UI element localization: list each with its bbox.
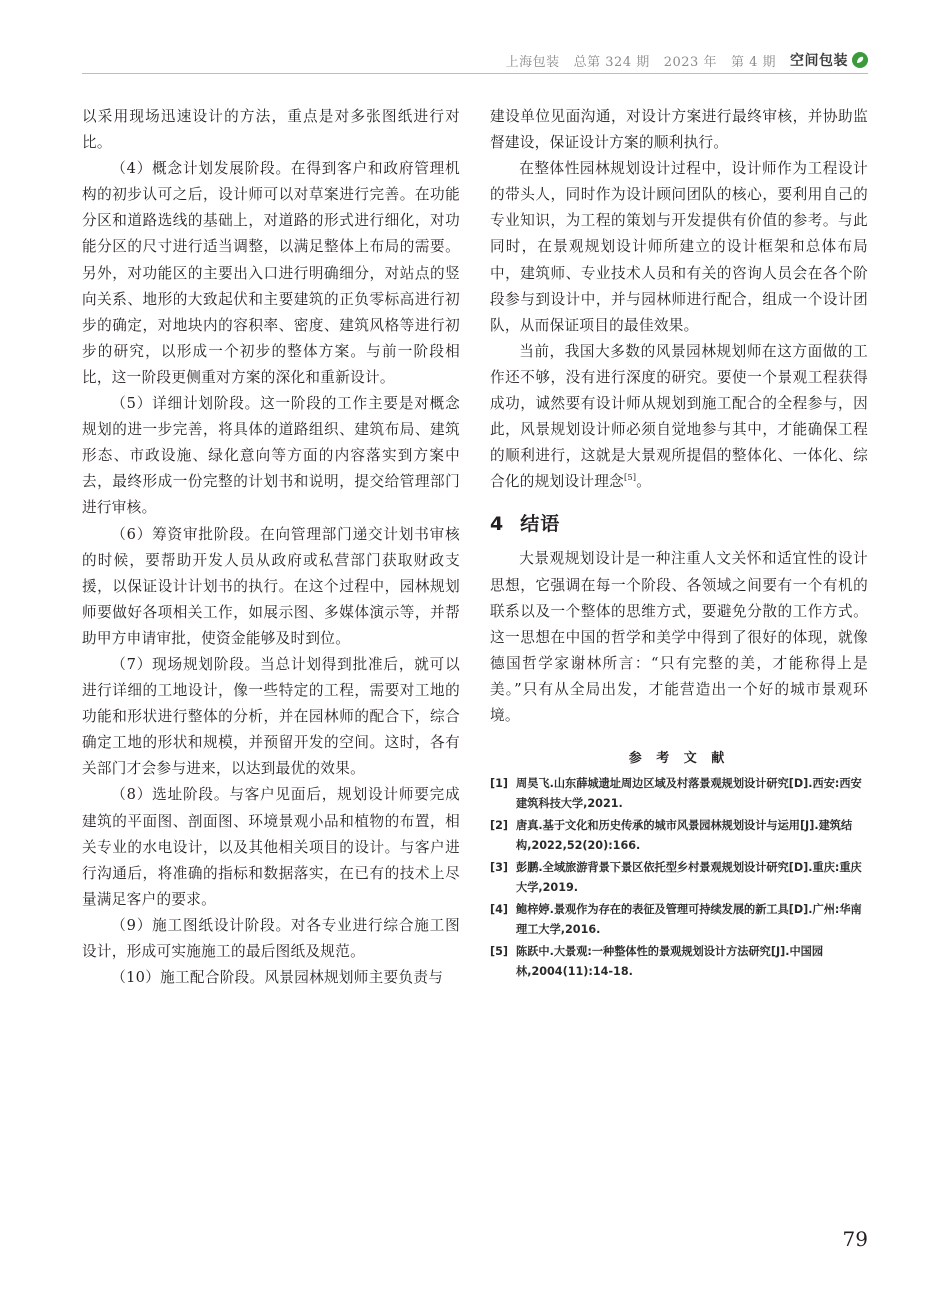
reference-text: 唐真.基于文化和历史传承的城市风景园林规划设计与运用[J].建筑结构,2022,52(20):166. bbox=[516, 819, 853, 853]
reference-item bbox=[490, 774, 868, 814]
reference-text: 陈跃中.大景观:一种整体性的景观规划设计方法研究[J].中国园林,2004(11):14-18. bbox=[516, 945, 824, 979]
paragraph: 在整体性园林规划设计过程中，设计师作为工程设计的带头人，同时作为设计顾问团队的核心，要利用自己的专业知识，为工程的策划与开发提供有价值的参考。与此同时，在景观规划设计师所建立的设计框架和总体布局中，建筑师、专业技术人员和有关的咨询人员会在各个阶段参与到设计中，并与园林师进行配合，组成一个设计团队，从而保证项目的最佳效果。 bbox=[490, 160, 868, 334]
reference-index: [3] bbox=[490, 861, 509, 875]
section-heading bbox=[490, 509, 868, 536]
conclusion-paragraphs bbox=[490, 546, 868, 729]
references-list bbox=[490, 774, 868, 982]
issue-total: 总第 324 期 bbox=[573, 54, 650, 70]
reference-text: 周昊飞.山东薛城遗址周边区域及村落景观规划设计研究[D].西安:西安建筑科技大学,2021. bbox=[516, 777, 862, 811]
paragraph: （4）概念计划发展阶段。在得到客户和政府管理机构的初步认可之后，设计师可以对草案进行完善。在功能分区和道路选线的基础上，对道路的形式进行细化，对功能分区的尺寸进行适当调整，以满足整体上布局的需要。另外，对功能区的主要出入口进行明确细分，对站点的竖向关系、地形的大致起伏和主要建筑的正负零标高进行初步的确定，对地块内的容积率、密度、建筑风格等进行初步的研究，以形成一个初步的整体方案。与前一阶段相比，这一阶段更侧重对方案的深化和重新设计。 bbox=[82, 160, 460, 386]
reference-index: [4] bbox=[490, 903, 509, 917]
paragraph: 当前，我国大多数的风景园林规划师在这方面做的工作还不够，没有进行深度的研究。要使一个景观工程获得成功，诚然要有设计师从规划到施工配合的全程参与，因此，风景规划设计师必须自觉地参与其中，才能确保工程的顺利进行，这就是大景观所提倡的整体化、一体化、综合化的规划设计理念[5]。 bbox=[490, 342, 868, 491]
section-number: 4 bbox=[490, 513, 505, 536]
column-name: 空间包装 bbox=[790, 50, 868, 70]
right-column bbox=[490, 104, 868, 984]
running-header bbox=[506, 47, 868, 73]
reference-item bbox=[490, 816, 868, 856]
page-number: 79 bbox=[842, 1227, 868, 1251]
citation-marker: [5] bbox=[624, 473, 637, 483]
reference-index: [2] bbox=[490, 819, 509, 833]
paragraph: （8）选址阶段。与客户见面后，规划设计师要完成建筑的平面图、剖面图、环境景观小品和植物的布置，相关专业的水电设计，以及其他相关项目的设计。与客户进行沟通后，将准确的指标和数据落实，在已有的技术上尽量满足客户的要求。 bbox=[82, 786, 460, 908]
header-rule bbox=[82, 73, 868, 74]
right-paragraphs bbox=[490, 104, 868, 495]
reference-index: [1] bbox=[490, 777, 509, 791]
issue-year: 2023 年 bbox=[663, 54, 717, 70]
reference-item bbox=[490, 858, 868, 898]
paragraph: （9）施工图纸设计阶段。对各专业进行综合施工图设计，形成可实施施工的最后图纸及规范。 bbox=[82, 916, 460, 960]
paragraph: 以采用现场迅速设计的方法，重点是对多张图纸进行对比。 bbox=[82, 108, 460, 152]
reference-text: 鲍梓婷.景观作为存在的表征及管理可持续发展的新工具[D].广州:华南理工大学,2016. bbox=[516, 903, 862, 937]
paragraph: 大景观规划设计是一种注重人文关怀和适宜性的设计思想，它强调在每一个阶段、各领域之间要有一个有机的联系以及一个整体的思维方式，要避免分散的工作方式。这一思想在中国的哲学和美学中得到了很好的体现，就像德国哲学家谢林所言：“只有完整的美，才能称得上是美。”只有从全局出发，才能营造出一个好的城市景观环境。 bbox=[490, 550, 868, 724]
reference-item bbox=[490, 942, 868, 982]
journal-name: 上海包装 bbox=[505, 54, 560, 70]
paragraph: （5）详细计划阶段。这一阶段的工作主要是对概念规划的进一步完善，将具体的道路组织、建筑布局、建筑形态、市政设施、绿化意向等方面的内容落实到方案中去，最终形成一份完整的计划书和说明，提交给管理部门进行审核。 bbox=[82, 395, 460, 517]
circle-green-icon bbox=[852, 52, 868, 68]
left-column bbox=[82, 104, 460, 991]
paragraph: 建设单位见面沟通，对设计方案进行最终审核，并协助监督建设，保证设计方案的顺利执行。 bbox=[490, 108, 868, 152]
issue-number: 第 4 期 bbox=[730, 54, 776, 70]
paragraph: （7）现场规划阶段。当总计划得到批准后，就可以进行详细的工地设计，像一些特定的工程，需要对工地的功能和形状进行整体的分析，并在园林师的配合下，综合确定工地的形状和规模，并预留开发的空间。这时，各有关部门才会参与进来，以达到最优的效果。 bbox=[82, 655, 460, 778]
references-title: 参 考 文 献 bbox=[628, 751, 730, 767]
section-title: 结语 bbox=[520, 513, 561, 536]
reference-item bbox=[490, 900, 868, 940]
paragraph: （6）筹资审批阶段。在向管理部门递交计划书审核的时候，要帮助开发人员从政府或私营部门获取财政支援，以保证设计计划书的执行。在这个过程中，园林规划师要做好各项相关工作，如展示图、多媒体演示等，并帮助甲方申请审批，使资金能够及时到位。 bbox=[82, 525, 460, 647]
paragraph: （10）施工配合阶段。风景园林规划师主要负责与 bbox=[111, 969, 444, 987]
reference-text: 彭鹏.全域旅游背景下景区依托型乡村景观规划设计研究[D].重庆:重庆大学,2019. bbox=[516, 861, 862, 895]
reference-index: [5] bbox=[490, 945, 509, 959]
leaf-icon bbox=[855, 55, 865, 65]
